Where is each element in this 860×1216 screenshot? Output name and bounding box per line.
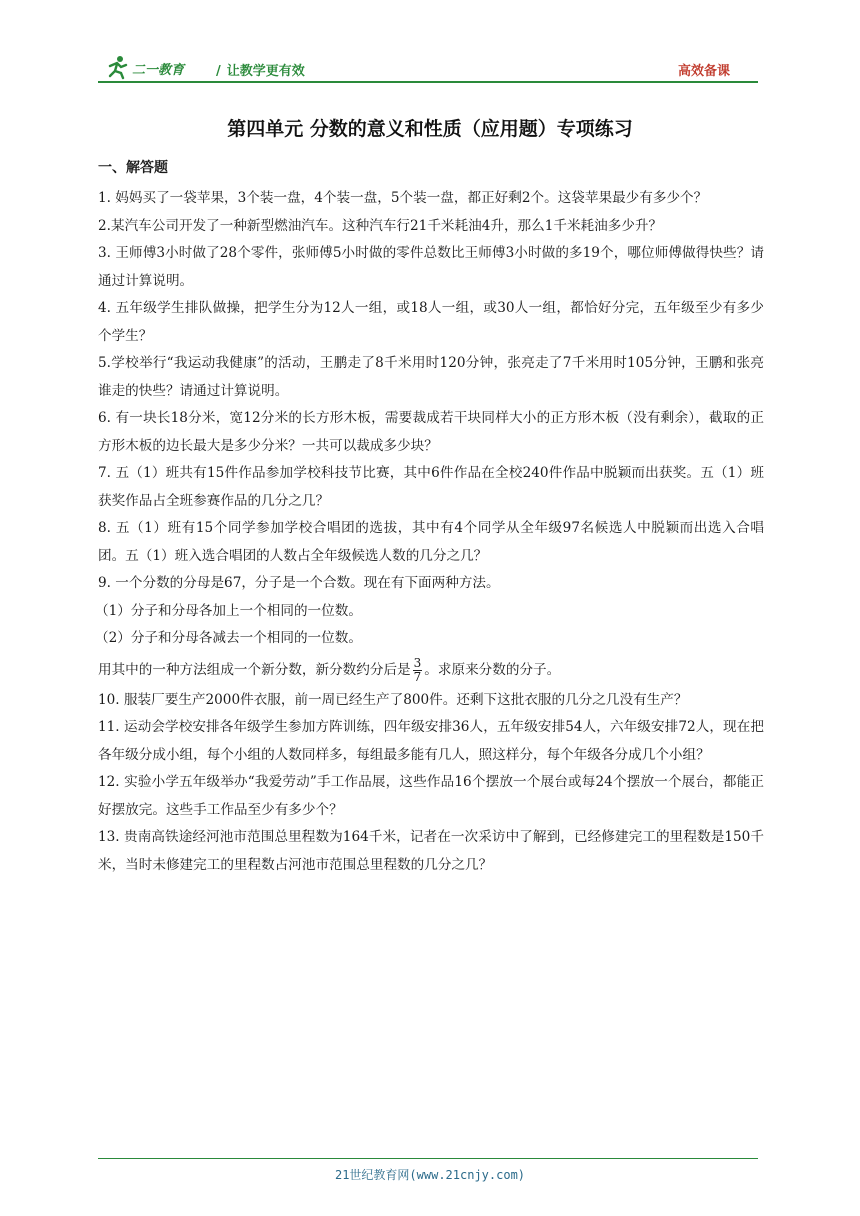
question-9-text-before: 用其中的一种方法组成一个新分数，新分数约分后是 (98, 661, 411, 678)
question-9-text-after: 。求原来分数的分子。 (424, 661, 561, 678)
page-header (98, 52, 758, 84)
footer-source: 21世纪教育网(www.21cnjy.com) (334, 1168, 526, 1182)
question-6: 6. 有一块长18分米，宽12分米的长方形木板，需要裁成若干块同样大小的正方形木板（没有剩余），截取的正方形木板的边长最大是多少分米？一共可以裁成多少块？ (98, 410, 764, 454)
question-9-option-1: （1）分子和分母各加上一个相同的一位数。 (95, 602, 362, 619)
brand-name: 二一教育 (132, 63, 185, 78)
question-1: 1. 妈妈买了一袋苹果，3个装一盘，4个装一盘，5个装一盘，都正好剩2个。这袋苹果最少有多少个？ (98, 190, 708, 206)
question-3: 3. 王师傅3小时做了28个零件，张师傅5小时做的零件总数比王师傅3小时做的多19个，哪位师傅做得快些？请通过计算说明。 (98, 245, 764, 289)
question-9-task (98, 653, 764, 687)
question-5: 5.学校举行“我运动我健康”的活动，王鹏走了8千米用时120分钟，张亮走了7千米用时105分钟，王鹏和张亮谁走的快些？请通过计算说明。 (98, 355, 764, 399)
question-7: 7. 五（1）班共有15件作品参加学校科技节比赛，其中6件作品在全校240件作品中脱颖而出获奖。五（1）班获奖作品占全班参赛作品的几分之几？ (98, 465, 764, 509)
slogan (216, 60, 305, 79)
question-11: 11. 运动会学校安排各年级学生参加方阵训练，四年级安排36人，五年级安排54人，六年级安排72人，现在把各年级分成小组，每个小组的人数同样多，每组最多能有几人，照这样分，每个年级各分成几个小组？ (98, 719, 764, 763)
slogan-text: 让教学更有效 (226, 64, 305, 79)
runner-logo-icon (104, 54, 130, 80)
fraction-denominator: 7 (413, 669, 422, 684)
question-list (95, 185, 764, 879)
header-slash: / (216, 64, 221, 79)
question-9: 9. 一个分数的分母是67，分子是一个合数。现在有下面两种方法。 (98, 575, 500, 591)
fraction-three-sevenths (413, 657, 423, 684)
question-10: 10. 服装厂要生产2000件衣服，前一周已经生产了800件。还剩下这批衣服的几分之几没有生产？ (98, 691, 688, 708)
fraction-numerator: 3 (413, 655, 422, 670)
question-4: 4. 五年级学生排队做操，把学生分为12人一组，或18人一组，或30人一组，都恰好分完，五年级至少有多少个学生？ (98, 300, 764, 344)
question-2: 2.某汽车公司开发了一种新型燃油汽车。这种汽车行21千米耗油4升，那么1千米耗油多少升？ (98, 217, 663, 234)
question-12: 12. 实验小学五年级举办“我爱劳动”手工作品展，这些作品16个摆放一个展台或每24个摆放一个展台，都能正好摆放完。这些手工作品至少有多少个？ (98, 774, 764, 818)
question-13: 13. 贵南高铁途经河池市范围总里程数为164千米，记者在一次采访中了解到，已经修建完工的里程数是150千米，当时未修建完工的里程数占河池市范围总里程数的几分之几？ (98, 829, 764, 873)
header-tag: 高效备课 (677, 64, 730, 79)
footer-divider (98, 1158, 758, 1159)
section-heading: 一、解答题 (98, 160, 168, 176)
question-9-option-2: （2）分子和分母各减去一个相同的一位数。 (95, 630, 362, 646)
header-divider (98, 81, 758, 83)
page-title: 第四单元 分数的意义和性质（应用题）专项练习 (227, 118, 633, 140)
question-8: 8. 五（1）班有15个同学参加学校合唱团的选拔，其中有4个同学从全年级97名候选人中脱颖而出选入合唱团。五（1）班入选合唱团的人数占全年级候选人数的几分之几？ (98, 520, 764, 564)
